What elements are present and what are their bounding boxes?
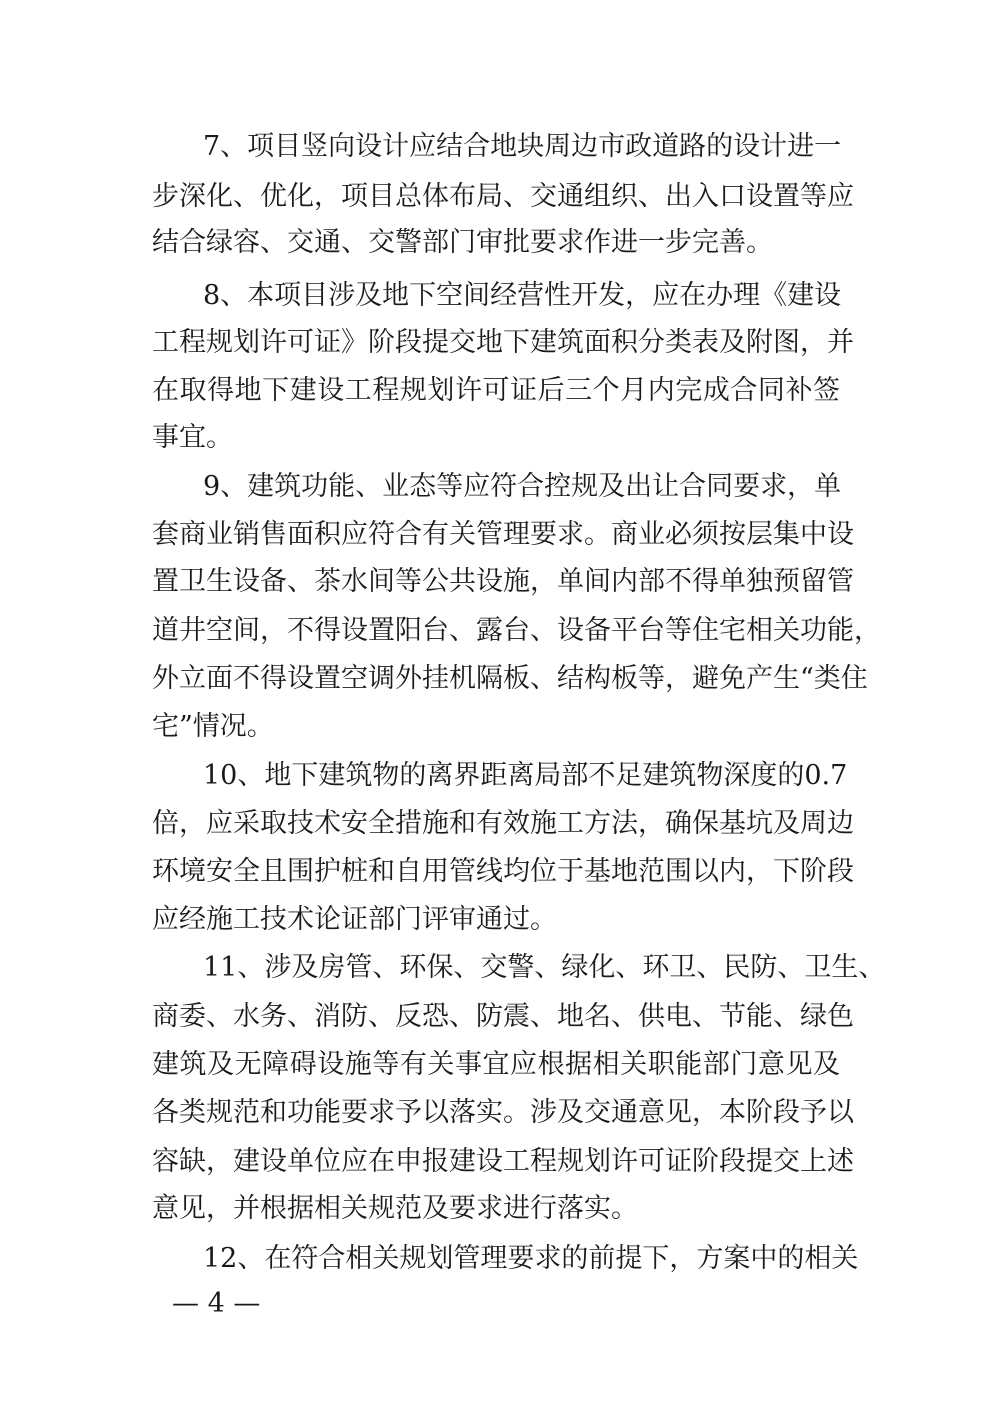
paragraph-10-line-4: 应经施工技术论证部门评审通过。 — [152, 904, 557, 935]
paragraph-7-line-1: 7、项目竖向设计应结合地块周边市政道路的设计进一 — [203, 131, 842, 162]
paragraph-11-line-2: 商委、水务、消防、反恐、防震、地名、供电、节能、绿色 — [152, 1001, 854, 1032]
paragraph-9-line-5: 外立面不得设置空调外挂机隔板、结构板等，避免产生“类住 — [152, 663, 868, 694]
paragraph-11-line-5: 容缺，建设单位应在申报建设工程规划许可证阶段提交上述 — [152, 1146, 854, 1177]
paragraph-11-line-4: 各类规范和功能要求予以落实。涉及交通意见，本阶段予以 — [152, 1097, 854, 1128]
paragraph-12-line-1: 12、在符合相关规划管理要求的前提下，方案中的相关 — [203, 1243, 859, 1274]
paragraph-8-line-3: 在取得地下建设工程规划许可证后三个月内完成合同补签 — [152, 375, 840, 406]
paragraph-9-line-1: 9、建筑功能、业态等应符合控规及出让合同要求，单 — [203, 471, 842, 502]
page-number: — 4 — — [172, 1288, 261, 1319]
paragraph-7-line-3: 结合绿容、交通、交警部门审批要求作进一步完善。 — [152, 227, 773, 258]
paragraph-9-line-4: 道井空间，不得设置阳台、露台、设备平台等住宅相关功能， — [152, 615, 881, 646]
paragraph-9-line-2: 套商业销售面积应符合有关管理要求。商业必须按层集中设 — [152, 519, 854, 550]
paragraph-10-line-2: 倍，应采取技术安全措施和有效施工方法，确保基坑及周边 — [152, 808, 854, 839]
paragraph-11-line-1: 11、涉及房管、环保、交警、绿化、环卫、民防、卫生、 — [203, 952, 886, 983]
paragraph-10-line-1: 10、地下建筑物的离界距离局部不足建筑物深度的0.7 — [203, 760, 848, 791]
paragraph-7-line-2: 步深化、优化，项目总体布局、交通组织、出入口设置等应 — [152, 181, 854, 212]
paragraph-8-line-1: 8、本项目涉及地下空间经营性开发，应在办理《建设 — [203, 280, 842, 311]
paragraph-9-line-3: 置卫生设备、茶水间等公共设施，单间内部不得单独预留管 — [152, 566, 854, 597]
paragraph-11-line-6: 意见，并根据相关规范及要求进行落实。 — [152, 1193, 638, 1224]
paragraph-8-line-2: 工程规划许可证》阶段提交地下建筑面积分类表及附图，并 — [152, 327, 854, 358]
paragraph-9-line-6: 宅”情况。 — [152, 711, 274, 742]
paragraph-8-line-4: 事宜。 — [152, 422, 233, 453]
paragraph-11-line-3: 建筑及无障碍设施等有关事宜应根据相关职能部门意见及 — [152, 1049, 840, 1080]
paragraph-10-line-3: 环境安全且围护桩和自用管线均位于基地范围以内，下阶段 — [152, 856, 854, 887]
